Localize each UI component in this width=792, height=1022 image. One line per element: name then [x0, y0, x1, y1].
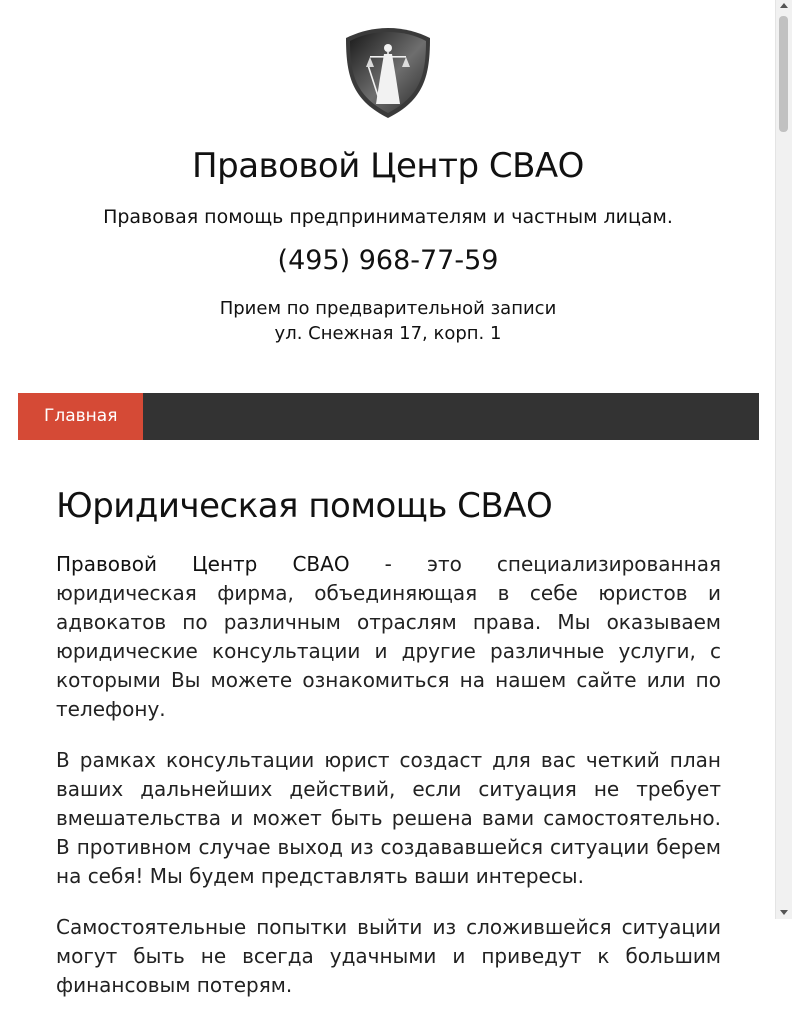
consultation-paragraph: В рамках консультации юрист создаст для вас четкий план ваших дальнейших действий, если ситуация не требует вмешательства и может быть решена вами самостоятельно. В противном случае выход из создававшейся ситуации берем на себя! Мы будем представлять ваши интересы.	[56, 748, 721, 888]
scroll-up-icon[interactable]	[780, 3, 788, 8]
scroll-thumb[interactable]	[779, 16, 788, 132]
reception-note: Прием по предварительной записи	[219, 298, 557, 319]
vertical-scrollbar[interactable]	[775, 0, 792, 919]
self-help-paragraph: Самостоятельные попытки выйти из сложившейся ситуации могут быть не всегда удачными и приведут к большим финансовым потерям.	[56, 915, 721, 997]
address: ул. Снежная 17, корп. 1	[274, 323, 502, 344]
main-navigation	[18, 393, 759, 440]
site-title: Правовой Центр СВАО	[192, 146, 584, 186]
phone-number[interactable]: (495) 968-77-59	[277, 245, 499, 276]
tagline: Правовая помощь предпринимателям и частным лицам.	[103, 206, 673, 228]
nav-item-home[interactable]: Главная	[18, 393, 143, 440]
site-header	[0, 0, 776, 346]
page-heading: Юридическая помощь СВАО	[56, 486, 553, 526]
themis-shield-icon[interactable]	[344, 26, 432, 120]
intro-paragraph	[56, 550, 721, 724]
intro-text: - это специализированная юридическая фирма, объединяющая в себе юристов и адвокатов по различным отраслям права. Мы оказываем юридические консультации и другие различные услуги, с которыми Вы можете ознакомиться на нашем сайте или по телефону.	[56, 552, 721, 721]
company-name: Правовой Центр СВАО	[56, 552, 350, 576]
scroll-down-icon[interactable]	[780, 910, 788, 915]
main-content	[56, 484, 721, 1022]
